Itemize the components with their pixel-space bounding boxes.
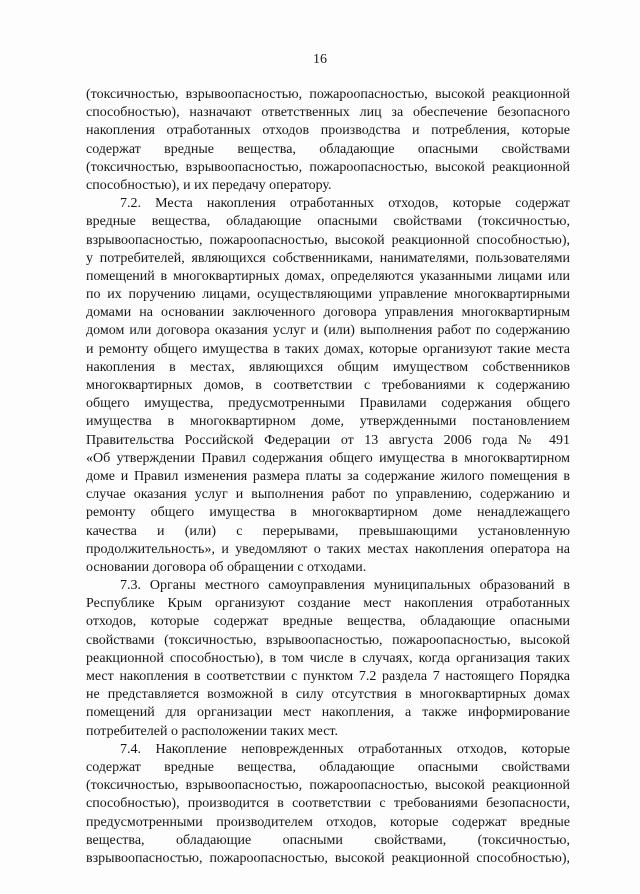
text-line: имущества в многоквартирном доме, утвержденными постановлением <box>86 414 570 430</box>
text-line: способностью), производится в соответствии с требованиями безопасности, <box>86 796 570 812</box>
text-line: Республике Крым организуют создание мест накопления отработанных <box>86 596 570 612</box>
text-line: (токсичностью, взрывоопасностью, пожароопасностью, высокой реакционной <box>86 778 570 794</box>
text-line: не представляется возможной в силу отсутствия в многоквартирных домах <box>86 687 570 703</box>
text-line: общего имущества, предусмотренными Правилами содержания общего <box>86 396 570 412</box>
text-line: основании договора об обращении с отходами. <box>86 559 367 575</box>
text-line: потребителей о расположении таких мест. <box>86 723 338 739</box>
text-line: доме и Правил изменения размера платы за содержание жилого помещения в <box>86 468 570 484</box>
text-line: взрывоопасностью, пожароопасностью, высокой реакционной способностью), <box>86 850 570 866</box>
text-line: способностью), и их передачу оператору. <box>86 177 332 193</box>
text-line: 7.4. Накопление неповрежденных отработанных отходов, которые <box>120 741 570 757</box>
text-line: продолжительность», и уведомляют о таких местах накопления оператора на <box>86 541 570 557</box>
text-line: (токсичностью, взрывоопасностью, пожароопасностью, высокой реакционной <box>86 87 570 102</box>
text-line: реакционной способностью), в том числе в случаях, когда организация таких <box>86 650 570 666</box>
text-line: случае оказания услуг и выполнения работ по управлению, содержанию и <box>86 487 570 503</box>
text-line: содержат вредные вещества, обладающие опасными свойствами <box>86 759 570 775</box>
text-line: ремонту общего имущества в многоквартирном доме ненадлежащего <box>86 505 570 521</box>
text-line: 7.2. Места накопления отработанных отходов, которые содержат <box>120 196 570 212</box>
text-line: по их поручению лицами, осуществляющими управление многоквартирными <box>86 287 570 303</box>
text-line: помещений в многоквартирных домах, определяются указанными лицами или <box>86 268 570 284</box>
text-line: 7.3. Органы местного самоуправления муниципальных образований в <box>120 578 570 594</box>
text-line: взрывоопасностью, пожароопасностью, высокой реакционной способностью), <box>86 232 570 248</box>
text-line: свойствами (токсичностью, взрывоопасностью, пожароопасностью, высокой <box>86 632 570 648</box>
page-number: 16 <box>313 52 327 67</box>
text-line: вредные вещества, обладающие опасными свойствами (токсичностью, <box>86 214 570 230</box>
text-line: мест накопления в соответствии с пунктом 7.2 раздела 7 настоящего Порядка <box>86 669 570 684</box>
text-line: домами на основании заключенного договора управления многоквартирным <box>86 305 570 321</box>
text-line: качества и (или) с перерывами, превышающими установленную <box>86 523 570 539</box>
text-line: (токсичностью, взрывоопасностью, пожароопасностью, высокой реакционной <box>86 159 570 175</box>
text-line: домом или договора оказания услуг и (или) выполнения работ по содержанию <box>86 323 570 339</box>
text-line: предусмотренными производителем отходов, которые содержат вредные <box>86 814 570 830</box>
text-line: отходов, которые содержат вредные вещества, обладающие опасными <box>86 614 570 630</box>
text-line: накопления отработанных отходов производства и потребления, которые <box>86 123 570 139</box>
text-line: накопления в местах, являющихся общим имуществом собственников <box>86 359 570 375</box>
text-line: многоквартирных домов, в соответствии с требованиями к содержанию <box>86 378 570 393</box>
text-line: «Об утверждении Правил содержания общего имущества в многоквартирном <box>86 450 570 466</box>
text-line: Правительства Российской Федерации от 13 августа 2006 года № 491 <box>86 432 570 448</box>
text-line: у потребителей, являющихся собственниками, нанимателями, пользователями <box>86 250 570 266</box>
document-body <box>86 86 570 868</box>
text-line: способностью), назначают ответственных лиц за обеспечение безопасного <box>86 105 570 121</box>
text-line: содержат вредные вещества, обладающие опасными свойствами <box>86 141 570 157</box>
text-line: помещений для организации мест накопления, а также информирование <box>86 705 570 721</box>
text-line: вещества, обладающие опасными свойствами, (токсичностью, <box>86 832 570 848</box>
text-line: и ремонту общего имущества в таких домах, которые организуют такие места <box>86 341 570 357</box>
